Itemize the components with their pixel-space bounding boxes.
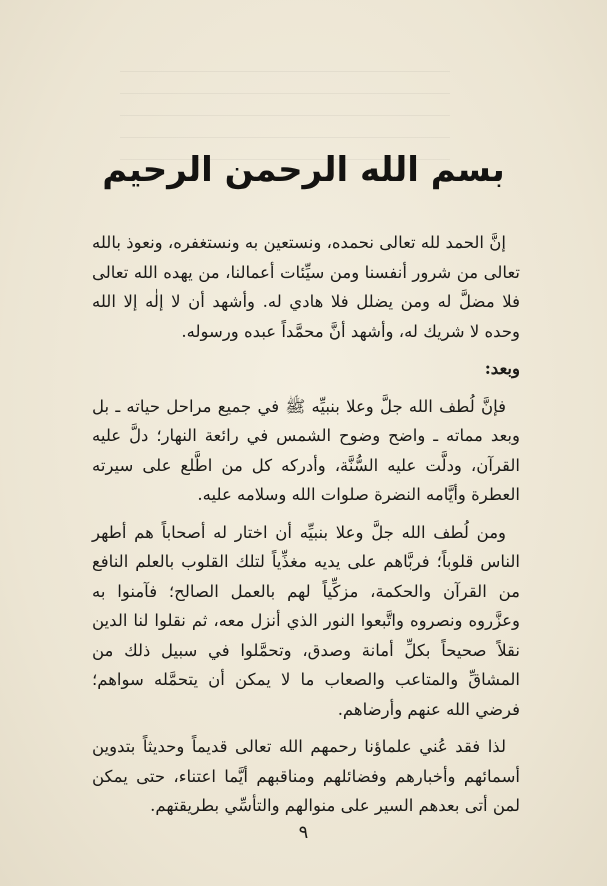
paragraph-companions: ومن لُطف الله جلَّ وعلا بنبيِّه أن اختار له أصحاباً هم أطهر الناس قلوباً؛ فربَّاهم على يديه مغذِّياً لتلك القلوب بالعلم النافع من القرآن والحكمة، مزكِّياً لهم بالعمل الصالح؛ فآمنوا به وعزَّروه ونصروه واتَّبعوا النور الذي أنزل معه، ثم نقلوا لنا الدين نقلاً صحيحاً بكلِّ أمانة وصدق، وتحمَّلوا في سبيل ذلك من المشاقِّ والمتاعب والصعاب ما لا يمكن أن يتحمَّله سواهم؛ فرضي الله عنهم وأرضاهم. <box>92 522 520 719</box>
body-text <box>92 228 520 829</box>
page-number: ٩ <box>298 822 309 843</box>
basmala-calligraphy: بسم الله الرحمن الرحيم <box>102 150 505 190</box>
bleed-through-texture <box>120 60 450 160</box>
paragraph-lutf: فإنَّ لُطف الله جلَّ وعلا بنبيِّه ﷺ في جميع مراحل حياته ـ بل وبعد مماته ـ واضح وضوح الشمس في رائعة النهار؛ دلَّ عليه القرآن، ودلَّت عليه السُّنَّة، وأدركه كل من اطَّلع على سيرته العطرة وأيَّامه النضرة صلوات الله وسلامه عليه. <box>92 396 520 504</box>
paragraph-scholars: لذا فقد عُني علماؤنا رحمهم الله تعالى قديماً وحديثاً بتدوين أسمائهم وأخبارهم وفضائلهم ومناقبهم أيَّما اعتناء، حتى يمكن لمن أتى بعدهم السير على منوالهم والتأسِّي بطريقتهم. <box>92 737 520 815</box>
paragraph-heading: وبعد: <box>484 359 520 378</box>
paragraph-opening: إنَّ الحمد لله تعالى نحمده، ونستعين به ونستغفره، ونعوذ بالله تعالى من شرور أنفسنا ومن سيِّئات أعمالنا، من يهده الله تعالى فلا مضلَّ له ومن يضلل فلا هادي له. وأشهد أن لا إلٰه إلا الله وحده لا شريك له، وأشهد أنَّ محمَّداً عبده ورسوله. <box>92 233 520 341</box>
